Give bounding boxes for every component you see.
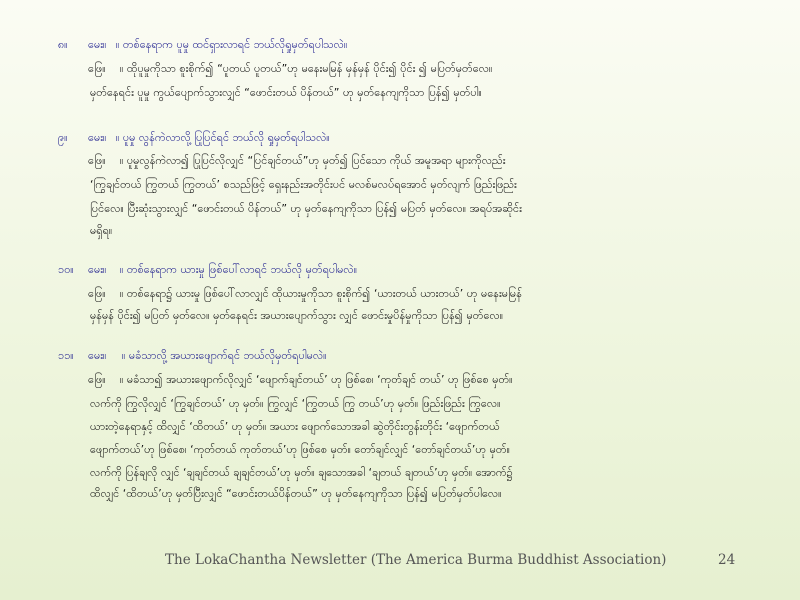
answer-text: လက်ကို ကြွလိုလျှင် ‘ကြွချင်တယ်’ ဟု မှတ်။ ကြွလျှင် ‘ကြွတယ် ကြွ တယ်’ဟု မှတ်။ ဖြည်းဖြည်း ကြွလေ။: [90, 397, 501, 410]
answer-text: ။ ပူမှုလွန်ကဲလာ၍ ပြုပြင်လိုလျှင် “ပြင်ချင်တယ်”ဟု မှတ်၍ ပြင်သော ကိုယ် အမူအရာ များကိုလည်း: [120, 154, 506, 167]
answer-label: ဖြေ။: [88, 62, 106, 75]
answer-label: ဖြေ။: [88, 154, 106, 167]
answer-text: မှတ်နေရင်း ပူမှု ကွယ်ပျောက်သွားလျှင် “ဖောင်းတယ် ပိန်တယ်” ဟု မှတ်နေကျကိုသာ ပြန်၍ မှတ်ပါ။: [90, 86, 482, 99]
answer-text: ပြင်လေ။ ပြီးဆုံးသွားလျှင် “ဖောင်းတယ် ပိန်တယ်” ဟု မှတ်နေကျကိုသာ ပြန်၍ မပြတ် မှတ်လေ။ အရပ်အဆိုင်း: [90, 202, 522, 215]
question-number: ၉။: [58, 131, 68, 144]
answer-text: ဖျောက်တယ်’ဟု ဖြစ်စေ၊ ‘ကုတ်တယ် ကုတ်တယ်’ဟု ဖြစ်စေ မှတ်။ တော်ချင်လျှင် ‘တော်ချင်တယ်’ဟု မှတ်။: [90, 443, 510, 456]
footer-title: The LokaChantha Newsletter (The America Burma Buddhist Association): [165, 552, 667, 568]
answer-text: ထိလျှင် ‘ထိတယ်’ဟု မှတ်ပြီးလျှင် “ဖောင်းတယ်ပိန်တယ်” ဟု မှတ်နေကျကိုသာ ပြန်၍ မပြတ်မှတ်ပါလေ။: [90, 487, 502, 500]
answer-text: ။ ထိုပူမှုကိုသာ စူးစိုက်၍ “ပူတယ် ပူတယ်”ဟု မနေးမမြန် မှန်မှန် ပိုင်း၍ ပိုင်း ၍ မပြတ်မှတ်လေ။: [120, 62, 493, 75]
answer-text: ယားတဲ့နေရာနှင့် ထိလျှင် ‘ထိတယ်’ ဟု မှတ်။ အယား ဖျောက်သောအခါ ဆွဲတိုင်းတွန်းတိုင်း ‘ဖျောက်တယ်: [90, 420, 500, 433]
question-label: မေး။: [88, 263, 107, 276]
answer-label: ဖြေ။: [88, 287, 106, 300]
question-text: ။ တစ်နေရာက ယားမှု ဖြစ်ပေါ်လာရင် ဘယ်လို မှတ်ရပါမလဲ။: [120, 263, 358, 276]
question-number: ၁၀။: [58, 263, 74, 276]
answer-label: ဖြေ။: [88, 373, 106, 386]
answer-text: မှန်မှန် ပိုင်း၍ မပြတ် မှတ်လေ။ မှတ်နေရင်း အယားပျောက်သွား လျှင် ဖောင်းမှုပိန်မှုကိုသာ ပြန်၍ မှတ်လေ။: [90, 309, 504, 322]
answer-text: မရှိရ။: [90, 224, 113, 237]
question-label: မေး။: [88, 131, 107, 144]
question-text: ။ ပူမှု လွန်ကဲလာလို့ ပြုပြင်ရင် ဘယ်လို ရှုမှတ်ရပါသလဲ။: [116, 131, 330, 144]
question-text: ။ မခံသာလို့ အယားဖျောက်ရင် ဘယ်လိုမှတ်ရပါမလဲ။: [122, 349, 327, 362]
answer-text: လက်ကို ပြန်ချလို လျှင် ‘ချချင်တယ် ချချင်တယ်’ဟု မှတ်။ ချသောအခါ ‘ချတယ် ချတယ်’ဟု မှတ်။ အောက်၌: [90, 466, 513, 479]
question-number: ၈။: [58, 38, 68, 51]
question-text: ။ တစ်နေရာက ပူမှု ထင်ရှားလာရင် ဘယ်လိုရှုမှတ်ရပါသလဲ။: [116, 38, 348, 51]
answer-text: ။ တစ်နေရာ၌ ယားမှု ဖြစ်ပေါ်လာလျှင် ထိုယားမှုကိုသာ စူးစိုက်၍ ‘ယားတယ် ယားတယ်’ ဟု မနေးမမြန်: [120, 287, 522, 300]
question-number: ၁၁။: [58, 349, 74, 362]
question-label: မေး။: [88, 38, 107, 51]
answer-text: ‘ကြွချင်တယ် ကြွတယ် ကြွတယ်’ စသည်ဖြင့် ရှေးနည်းအတိုင်းပင် မလစ်မလပ်ရအောင် မှတ်လျက် ဖြည်းဖြည်း: [90, 178, 517, 191]
page-number: 24: [718, 552, 736, 568]
question-label: မေး။: [88, 349, 107, 362]
answer-text: ။ မခံသာ၍ အယားဖျောက်လိုလျှင် ‘ဖျောက်ချင်တယ်’ ဟု ဖြစ်စေ၊ ‘ကုတ်ချင် တယ်’ ဟု ဖြစ်စေ မှတ်။: [120, 373, 513, 386]
